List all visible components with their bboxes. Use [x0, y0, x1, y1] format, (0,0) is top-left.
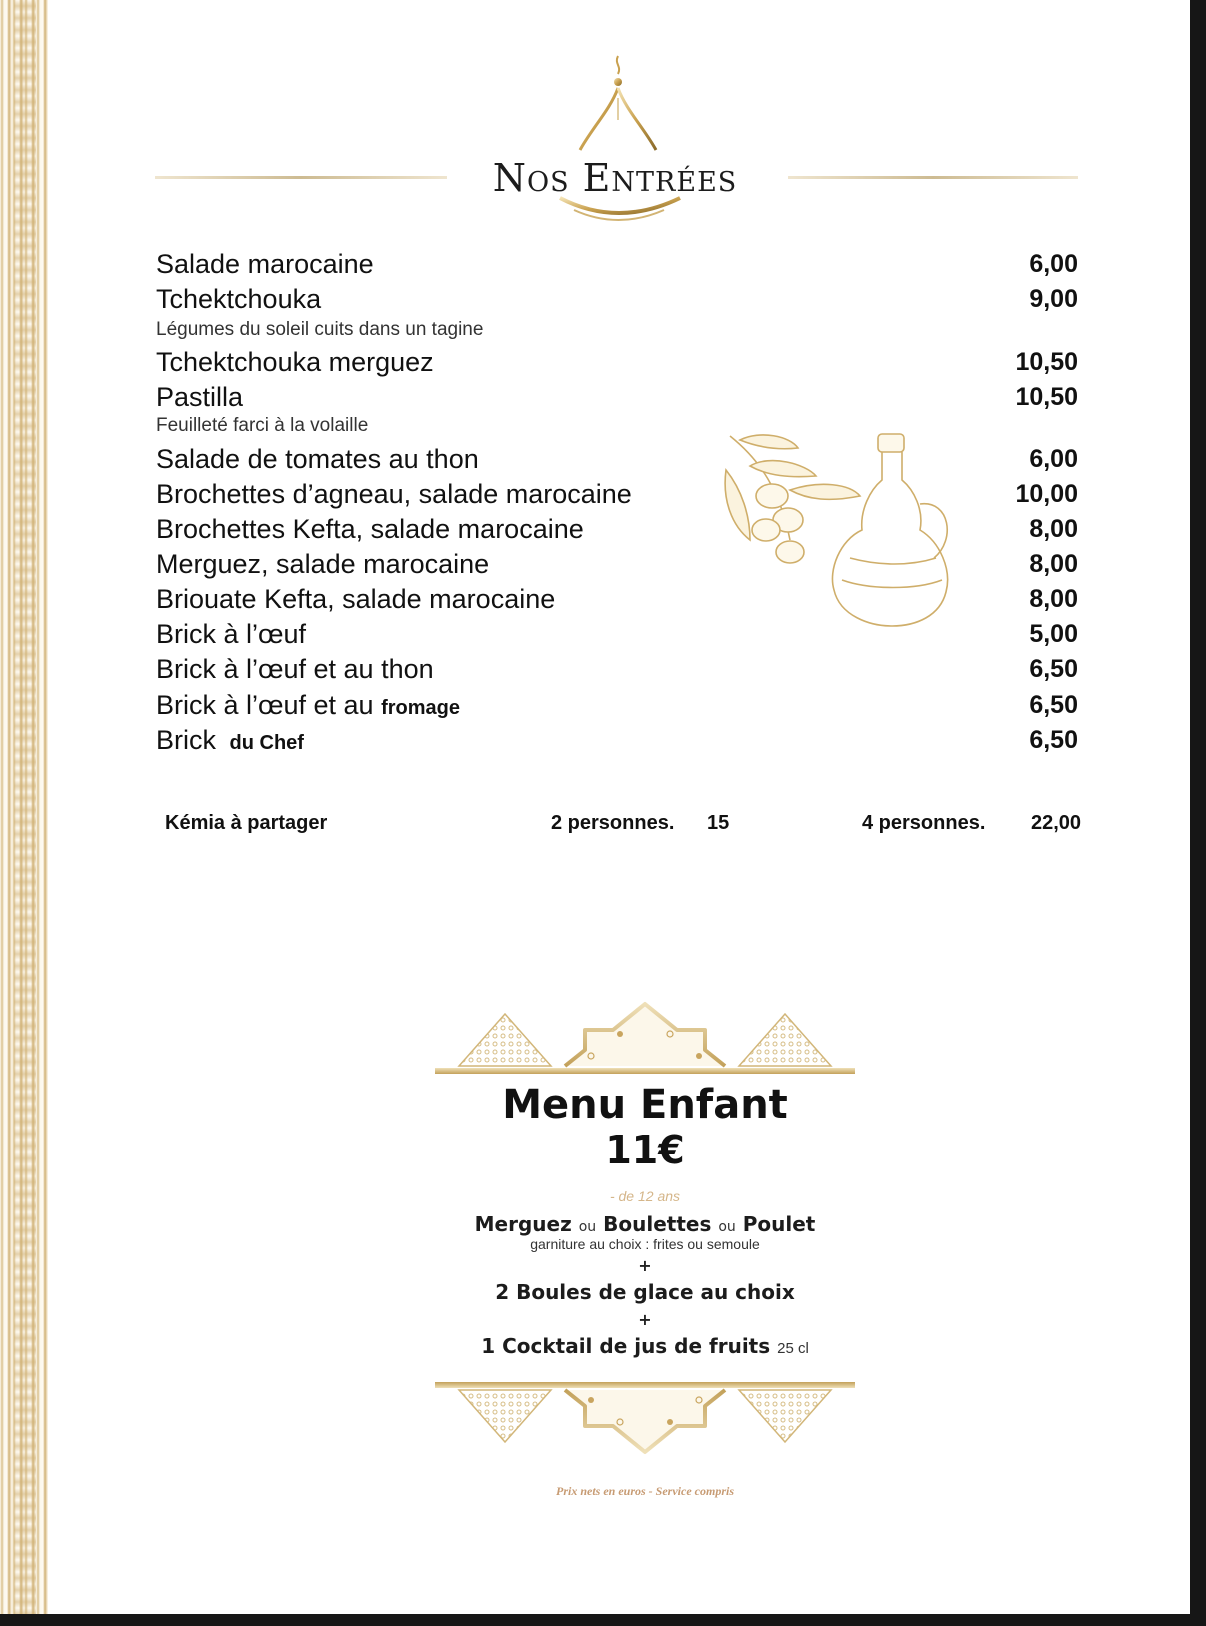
kids-menu-garnish: garniture au choix : frites ou semoule: [530, 1236, 760, 1252]
menu-item-name: Merguez, salade marocaine: [156, 549, 490, 579]
menu-item-name-main: Brick: [156, 725, 216, 755]
menu-item-price: 10,00: [1015, 480, 1078, 508]
kids-menu-title: Menu Enfant: [502, 1082, 788, 1128]
kemia-label: Kémia à partager: [165, 812, 328, 834]
kemia-option-1-price: 15: [707, 812, 730, 834]
kemia-option-2-label: 4 personnes.: [862, 812, 986, 834]
menu-item-name: Briouate Kefta, salade marocaine: [156, 584, 556, 614]
ornamental-border: [0, 0, 48, 1626]
menu-item-name: Salade de tomates au thon: [156, 444, 479, 474]
kids-menu-main-choices: [400, 1212, 890, 1236]
menu-item-name: [156, 725, 304, 756]
menu-item-price: 10,50: [1015, 348, 1078, 376]
title-rule-right: [788, 176, 1078, 179]
kids-choice-3: Poulet: [742, 1212, 816, 1236]
menu-item-name-suffix: fromage: [381, 697, 460, 719]
or-word: ou: [718, 1219, 736, 1235]
title-rule-left: [155, 176, 447, 179]
kids-menu-age: - de 12 ans: [609, 1188, 681, 1204]
moroccan-ornament-bottom-icon: [435, 1364, 855, 1456]
menu-item-price: 8,00: [1029, 515, 1078, 543]
menu-item-price: 9,00: [1029, 285, 1078, 313]
menu-item-name-main: Brick à l’œuf et au: [156, 690, 374, 720]
plus-sign: +: [638, 1256, 652, 1275]
kids-drink-size: 25 cl: [777, 1340, 809, 1357]
menu-item-price: 8,00: [1029, 550, 1078, 578]
menu-item-name: Brick à l’œuf: [156, 619, 307, 649]
kids-menu-drink: [400, 1334, 890, 1358]
menu-item-name: Brick à l’œuf et au thon: [156, 654, 434, 684]
menu-item-price: 6,50: [1029, 655, 1078, 683]
footer-note: Prix nets en euros - Service compris: [556, 1484, 734, 1498]
menu-item-description: Feuilleté farci à la volaille: [156, 415, 369, 436]
menu-item-name: Salade marocaine: [156, 249, 374, 279]
menu-item-description: Légumes du soleil cuits dans un tagine: [156, 319, 484, 340]
kids-menu-dessert: 2 Boules de glace au choix: [495, 1280, 795, 1304]
menu-item-price: 10,50: [1015, 383, 1078, 411]
menu-item-name: Tchektchouka: [156, 284, 322, 314]
menu-item-price: 8,00: [1029, 585, 1078, 613]
menu-item-price: 5,00: [1029, 620, 1078, 648]
kids-choice-1: Merguez: [474, 1212, 572, 1236]
kemia-option-2-price: 22,00: [1031, 812, 1082, 834]
menu-item-name: [156, 690, 460, 721]
menu-item-name: Pastilla: [156, 382, 244, 412]
menu-item-price: 6,00: [1029, 445, 1078, 473]
section-title: Nos Entrées: [492, 156, 738, 200]
or-word: ou: [578, 1219, 597, 1235]
olive-oil-illustration-icon: [720, 430, 970, 640]
menu-item-name: Tchektchouka merguez: [156, 347, 434, 377]
menu-item-name: Brochettes d’agneau, salade marocaine: [156, 479, 632, 509]
kids-drink: 1 Cocktail de jus de fruits: [481, 1334, 771, 1358]
menu-item-price: 6,00: [1029, 250, 1078, 278]
menu-item-price: 6,50: [1029, 726, 1078, 754]
kemia-option-1-label: 2 personnes.: [551, 812, 675, 834]
lantern-emblem-icon: [540, 50, 695, 235]
menu-item-name: Brochettes Kefta, salade marocaine: [156, 514, 584, 544]
moroccan-ornament-top-icon: [435, 1000, 855, 1092]
menu-item-name-suffix: du Chef: [229, 732, 304, 754]
menu-item-price: 6,50: [1029, 691, 1078, 719]
kids-choice-2: Boulettes: [603, 1212, 712, 1236]
plus-sign: +: [638, 1310, 652, 1329]
kids-menu-price: 11€: [605, 1128, 685, 1172]
page-edge-bottom: [0, 1614, 1206, 1626]
page-edge-right: [1190, 0, 1206, 1626]
